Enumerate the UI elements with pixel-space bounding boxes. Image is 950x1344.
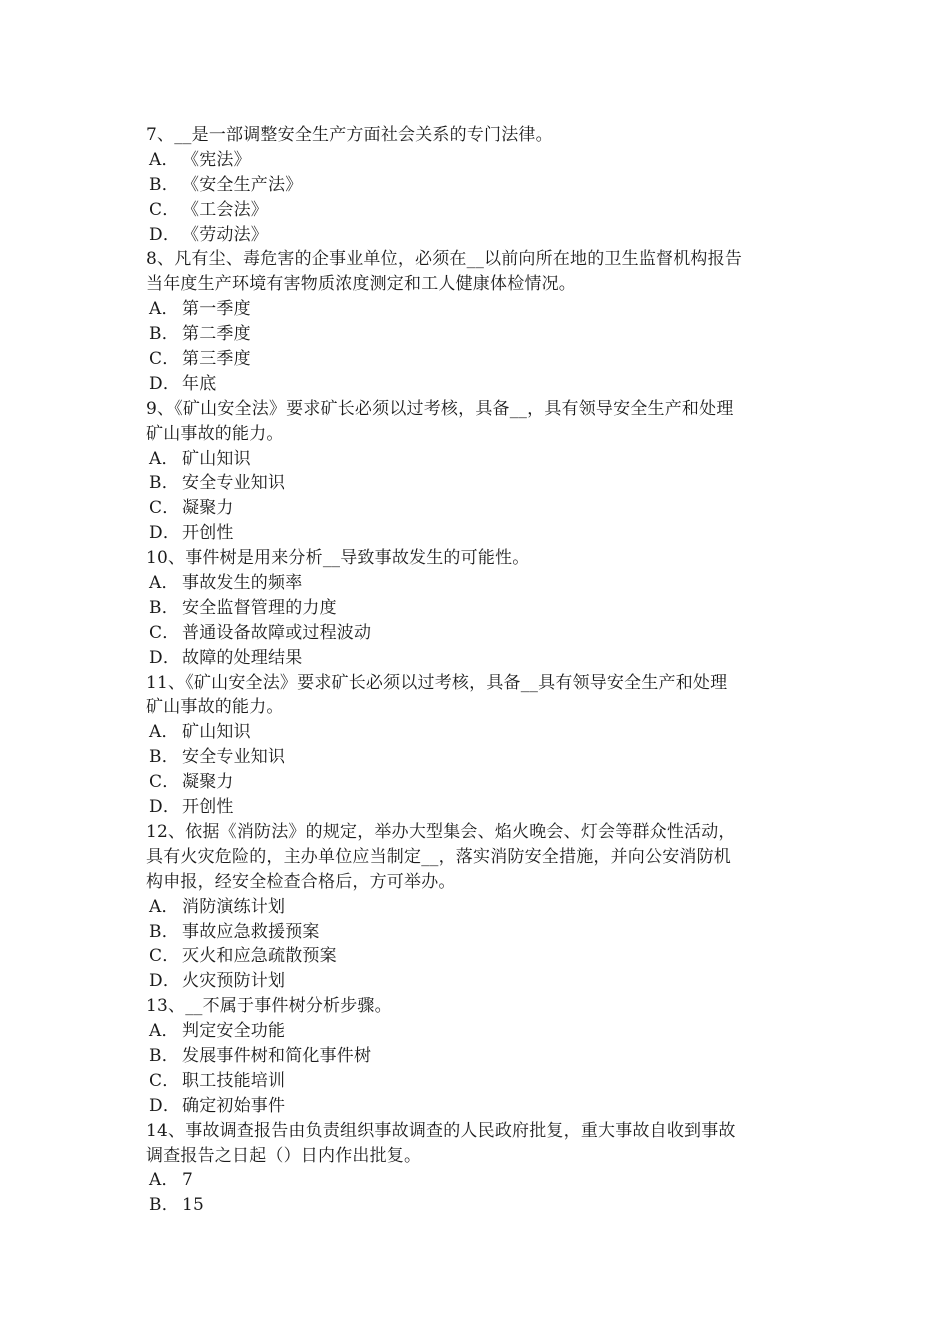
answer-option xyxy=(146,920,816,945)
option-letter: A． xyxy=(149,1021,179,1042)
option-text: 15 xyxy=(182,1195,205,1216)
answer-option xyxy=(146,173,816,198)
question-stem-line: 13、__不属于事件树分析步骤。 xyxy=(146,996,392,1017)
question-stem-line: 9、《矿山安全法》要求矿长必须以过考核，具备__，具有领导安全生产和处理 xyxy=(146,398,734,419)
option-text: 普通设备故障或过程波动 xyxy=(182,622,372,643)
answer-option xyxy=(146,571,816,596)
answer-option xyxy=(146,372,816,397)
question-item xyxy=(146,397,816,546)
answer-option xyxy=(146,223,816,248)
answer-option xyxy=(146,720,816,745)
option-letter: B． xyxy=(149,174,179,195)
option-text: 事故应急救援预案 xyxy=(182,921,320,942)
answer-option xyxy=(146,1193,816,1218)
option-letter: C． xyxy=(149,349,180,370)
question-stem-line: 矿山事故的能力。 xyxy=(146,697,284,718)
option-text: 安全专业知识 xyxy=(182,747,286,768)
option-text: 开创性 xyxy=(182,797,234,818)
option-letter: C． xyxy=(149,199,180,220)
question-item xyxy=(146,123,816,247)
option-text: 第三季度 xyxy=(182,349,251,370)
answer-option xyxy=(146,1044,816,1069)
option-letter: A． xyxy=(149,573,179,594)
option-letter: D． xyxy=(149,1095,181,1116)
option-letter: C． xyxy=(149,946,180,967)
question-stem-line: 构申报，经安全检查合格后，方可举办。 xyxy=(146,871,456,892)
answer-option xyxy=(146,521,816,546)
answer-option xyxy=(146,1094,816,1119)
question-item xyxy=(146,671,816,820)
answer-option xyxy=(146,496,816,521)
answer-option xyxy=(146,447,816,472)
option-text: 凝聚力 xyxy=(182,772,234,793)
option-text: 矿山知识 xyxy=(182,722,251,743)
answer-option xyxy=(146,1019,816,1044)
question-item xyxy=(146,546,816,670)
question-stem-line: 10、事件树是用来分析__导致事故发生的可能性。 xyxy=(146,548,530,569)
option-text: 《工会法》 xyxy=(182,199,268,220)
option-letter: A． xyxy=(149,149,179,170)
question-stem-line: 11、《矿山安全法》要求矿长必须以过考核，具备__具有领导安全生产和处理 xyxy=(146,672,728,693)
answer-option xyxy=(146,322,816,347)
question-stem-line: 具有火灾危险的，主办单位应当制定__，落实消防安全措施，并向公安消防机 xyxy=(146,846,731,867)
question-stem-line: 调查报告之日起（）日内作出批复。 xyxy=(146,1145,422,1166)
option-letter: B． xyxy=(149,1195,179,1216)
option-letter: A． xyxy=(149,1170,179,1191)
option-text: 发展事件树和简化事件树 xyxy=(182,1045,372,1066)
option-letter: B． xyxy=(149,747,179,768)
option-letter: C． xyxy=(149,772,180,793)
answer-option xyxy=(146,944,816,969)
option-letter: D． xyxy=(149,523,181,544)
option-letter: B． xyxy=(149,597,179,618)
option-text: 7 xyxy=(182,1170,194,1191)
option-text: 《劳动法》 xyxy=(182,224,268,245)
option-letter: A． xyxy=(149,299,179,320)
answer-option xyxy=(146,148,816,173)
answer-option xyxy=(146,1069,816,1094)
answer-option xyxy=(146,471,816,496)
question-stem-line: 12、依据《消防法》的规定，举办大型集会、焰火晚会、灯会等群众性活动， xyxy=(146,821,736,842)
answer-option xyxy=(146,770,816,795)
answer-option xyxy=(146,596,816,621)
option-letter: D． xyxy=(149,971,181,992)
question-stem-line: 矿山事故的能力。 xyxy=(146,423,284,444)
option-letter: C． xyxy=(149,1070,180,1091)
option-letter: A． xyxy=(149,722,179,743)
option-text: 年底 xyxy=(182,373,217,394)
option-text: 消防演练计划 xyxy=(182,896,286,917)
question-item xyxy=(146,1119,816,1219)
option-letter: B． xyxy=(149,1045,179,1066)
option-text: 火灾预防计划 xyxy=(182,971,286,992)
option-text: 确定初始事件 xyxy=(182,1095,286,1116)
question-stem-line: 7、__是一部调整安全生产方面社会关系的专门法律。 xyxy=(146,125,553,145)
answer-option xyxy=(146,347,816,372)
question-item xyxy=(146,820,816,994)
question-stem-line: 当年度生产环境有害物质浓度测定和工人健康体检情况。 xyxy=(146,274,576,295)
option-letter: D． xyxy=(149,373,181,394)
answer-option xyxy=(146,646,816,671)
option-letter: A． xyxy=(149,448,179,469)
answer-option xyxy=(146,969,816,994)
question-stem-line: 8、凡有尘、毒危害的企事业单位，必须在__以前向所在地的卫生监督机构报告 xyxy=(146,249,743,270)
answer-option xyxy=(146,895,816,920)
option-text: 第一季度 xyxy=(182,299,251,320)
option-letter: D． xyxy=(149,647,181,668)
option-text: 安全监督管理的力度 xyxy=(182,597,337,618)
answer-option xyxy=(146,621,816,646)
answer-option xyxy=(146,198,816,223)
answer-option xyxy=(146,745,816,770)
question-item xyxy=(146,247,816,396)
option-text: 矿山知识 xyxy=(182,448,251,469)
option-text: 《宪法》 xyxy=(182,149,251,170)
answer-option xyxy=(146,297,816,322)
option-letter: C． xyxy=(149,498,180,519)
option-letter: B． xyxy=(149,921,179,942)
answer-option xyxy=(146,795,816,820)
question-list xyxy=(146,123,816,1218)
option-letter: A． xyxy=(149,896,179,917)
option-text: 安全专业知识 xyxy=(182,473,286,494)
option-letter: D． xyxy=(149,224,181,245)
option-letter: D． xyxy=(149,797,181,818)
option-text: 职工技能培训 xyxy=(182,1070,286,1091)
option-text: 开创性 xyxy=(182,523,234,544)
option-letter: C． xyxy=(149,622,180,643)
option-text: 故障的处理结果 xyxy=(182,647,303,668)
option-text: 第二季度 xyxy=(182,324,251,345)
option-text: 《安全生产法》 xyxy=(182,174,303,195)
question-item xyxy=(146,994,816,1118)
option-text: 判定安全功能 xyxy=(182,1021,286,1042)
option-text: 灭火和应急疏散预案 xyxy=(182,946,337,967)
question-stem-line: 14、事故调查报告由负责组织事故调查的人民政府批复，重大事故自收到事故 xyxy=(146,1120,736,1141)
option-letter: B． xyxy=(149,324,179,345)
option-letter: B． xyxy=(149,473,179,494)
answer-option xyxy=(146,1168,816,1193)
option-text: 凝聚力 xyxy=(182,498,234,519)
option-text: 事故发生的频率 xyxy=(182,573,303,594)
